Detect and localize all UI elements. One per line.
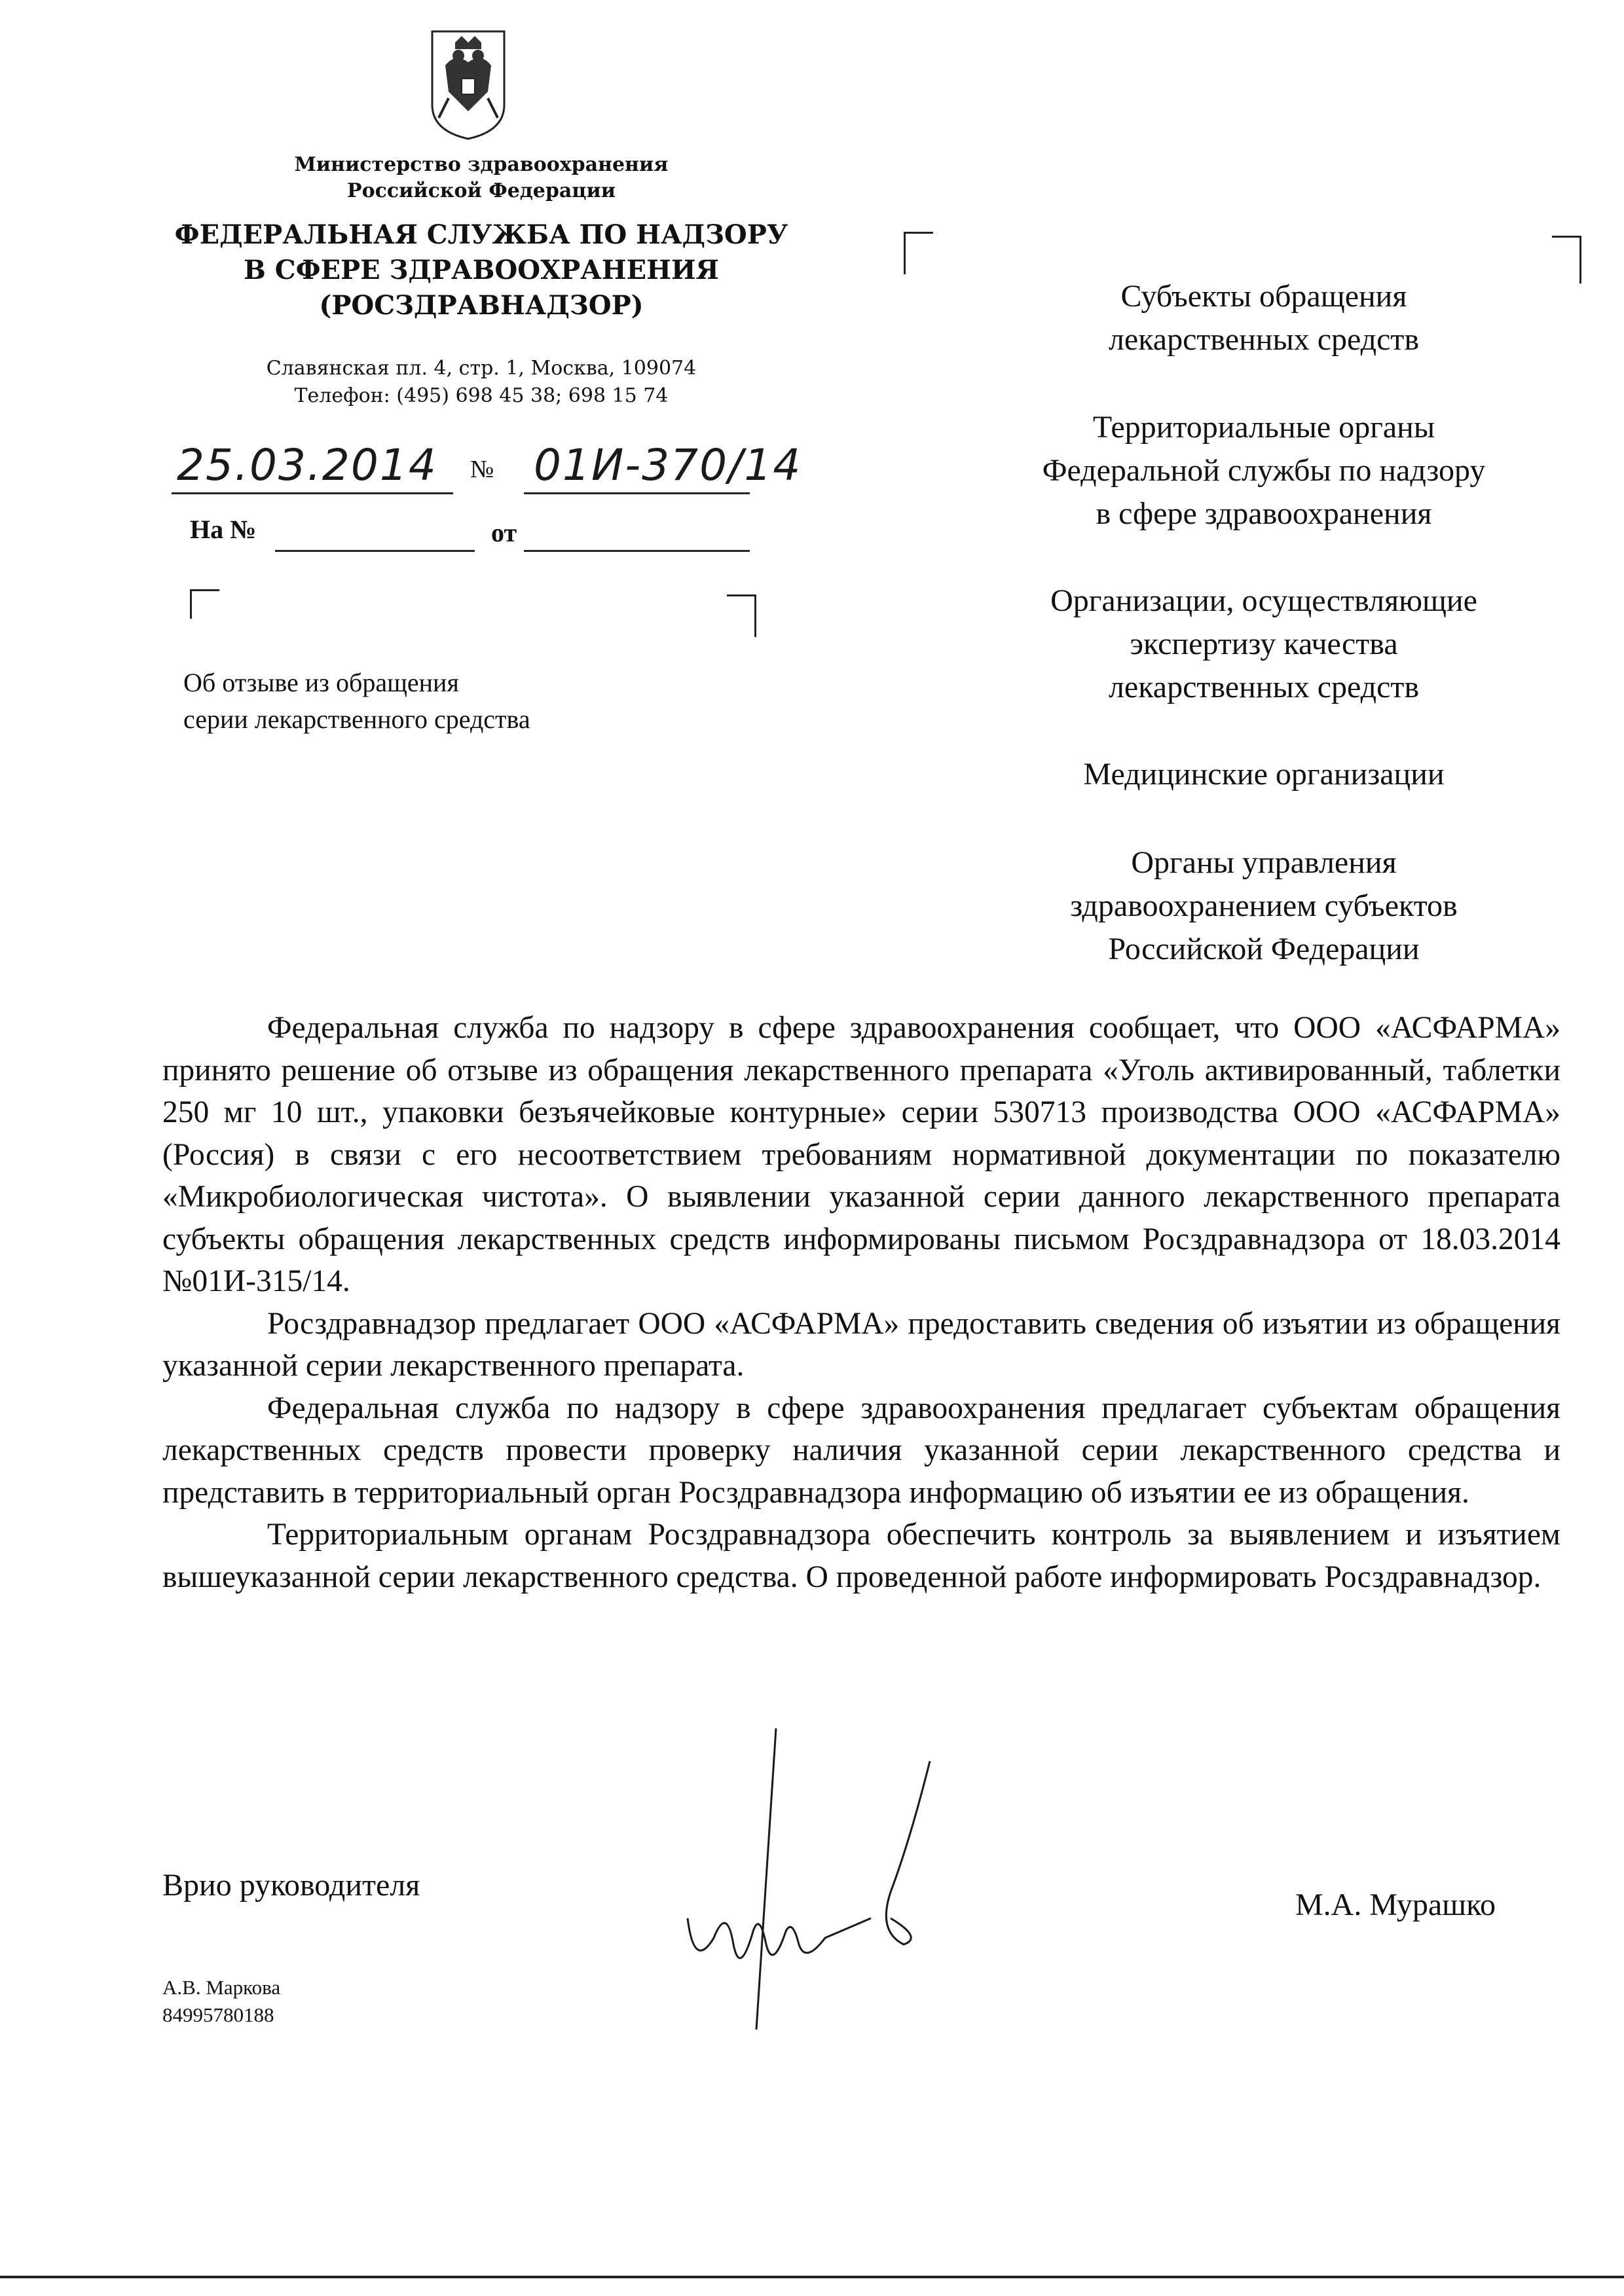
addressee-4-line-1: Медицинские организации	[1083, 757, 1445, 792]
addressee-3-line-1: Организации, осуществляющие	[1050, 583, 1477, 618]
addressee-5-line-3: Российской Федерации	[1108, 932, 1420, 966]
addressee-2-line-2: Федеральной службы по надзору	[1042, 453, 1486, 488]
signatory-position: Врио руководителя	[162, 1868, 420, 1903]
addressee-block-5	[969, 841, 1559, 971]
coat-of-arms-emblem	[419, 26, 517, 141]
registration-date: 25.03.2014	[177, 440, 437, 490]
ref-number-label: На №	[190, 515, 257, 544]
date-underline	[172, 492, 453, 494]
letter-subject	[183, 665, 530, 738]
page-bottom-rule	[0, 2276, 1624, 2278]
ministry-line-2: Российской Федерации	[347, 179, 616, 202]
body-paragraph-1: Федеральная служба по надзору в сфере здравоохранения сообщает, что ООО «АСФАРМА» принято решение об отзыве из обращения лекарственного препарата «Уголь активированный, таблетки 250 мг 10 шт., упаковки безъячейковые контурные» серии 530713 производства ООО «АСФАРМА» (Россия) в связи с его несоответствием требованиям нормативной документации по показателю «Микробиологическая чистота». О выявлении указанной серии данного лекарственного препарата субъекты обращения лекарственных средств информированы письмом Росздравнадзора от 18.03.2014 №01И-315/14.	[162, 1011, 1560, 1298]
addressee-block-2	[969, 406, 1559, 536]
addressee-1-line-1: Субъекты обращения	[1120, 279, 1407, 314]
service-line-1: ФЕДЕРАЛЬНАЯ СЛУЖБА ПО НАДЗОРУ	[174, 219, 788, 250]
addressee-block-1	[969, 275, 1559, 361]
subject-corner-left	[190, 589, 219, 619]
addressee-3-line-2: экспертизу качества	[1130, 627, 1398, 661]
body-paragraph-3: Федеральная служба по надзору в сфере здравоохранения предлагает субъектам обращения лекарственных средств провести проверку наличия указанной серии лекарственного средства и представить в территориальный орган Росздравнадзора информацию об изъятии ее из обращения.	[162, 1391, 1560, 1510]
subject-line-1: Об отзыве из обращения	[183, 668, 459, 697]
addressee-block-4	[969, 753, 1559, 796]
executor-name: А.В. Маркова	[162, 1976, 281, 1999]
letter-body	[162, 1007, 1560, 1598]
service-line-3: (РОСЗДРАВНАДЗОР)	[319, 290, 644, 321]
executor-phone: 84995780188	[162, 2003, 274, 2026]
number-underline	[524, 492, 750, 494]
addressee-corner-left	[904, 232, 933, 274]
addressee-block-3	[969, 579, 1559, 709]
body-paragraph-2: Росздравнадзор предлагает ООО «АСФАРМА» предоставить сведения об изъятии из обращения указанной серии лекарственного препарата.	[162, 1306, 1560, 1383]
address-line: Славянская пл. 4, стр. 1, Москва, 109074	[266, 357, 697, 380]
addressee-5-line-1: Органы управления	[1131, 845, 1397, 880]
subject-line-2: серии лекарственного средства	[183, 704, 530, 734]
addressee-2-line-1: Территориальные органы	[1092, 410, 1435, 445]
number-label: №	[470, 456, 494, 483]
ref-from-line	[524, 550, 750, 552]
ministry-line-1: Министерство здравоохранения	[294, 153, 669, 176]
ministry-name	[216, 152, 747, 204]
signatory-name: М.А. Мурашко	[1295, 1887, 1496, 1922]
subject-corner-right	[727, 594, 756, 637]
addressee-5-line-2: здравоохранением субъектов	[1070, 888, 1458, 923]
body-paragraph-4: Территориальным органам Росздравнадзора обеспечить контроль за выявлением и изъятием вышеуказанной серии лекарственного средства. О проведенной работе информировать Росздравнадзор.	[162, 1518, 1560, 1594]
addressee-2-line-3: в сфере здравоохранения	[1096, 496, 1432, 531]
addressee-1-line-2: лекарственных средств	[1108, 322, 1420, 357]
ref-from-label: от	[491, 518, 517, 547]
executor-info	[162, 1974, 280, 2029]
phone-line: Телефон: (495) 698 45 38; 698 15 74	[294, 384, 669, 407]
service-line-2: В СФЕРЕ ЗДРАВООХРАНЕНИЯ	[244, 255, 719, 285]
service-name	[157, 217, 805, 323]
registration-number: 01И-370/14	[534, 440, 802, 490]
addressee-3-line-3: лекарственных средств	[1108, 670, 1420, 704]
handwritten-signature	[674, 1722, 950, 2030]
ref-number-line	[275, 550, 475, 552]
sender-address	[216, 355, 747, 410]
